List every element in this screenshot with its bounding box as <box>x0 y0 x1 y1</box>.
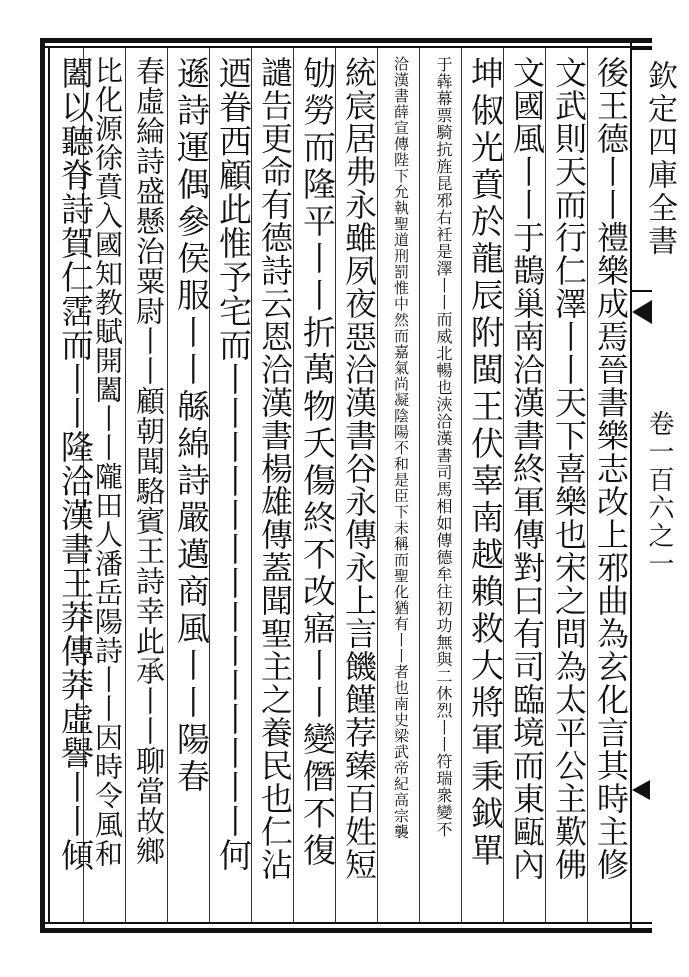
juan-label: 卷一百六之一 <box>644 410 674 578</box>
fishtail-mark <box>632 300 652 324</box>
text-column-3: 文國風丨丨于鵲巢南洽漢書終軍傳對曰有司臨境而東甌內 <box>508 56 546 881</box>
text-column-6: 洽漢書薛宣傳陛下允執聖道刑罰惟中然而嘉氣尚凝陰陽不和是臣下未稱而聖化猶有丨丨者也南史梁武帝紀高宗襲 <box>392 56 410 840</box>
text-column-8: 劬勞而隆平丨丨折萬物夭傷終不改寤丨丨變僭不復 <box>298 56 337 870</box>
text-column-14: 闔以聽脊詩賀仁霑而丨丨隆洽漢書王莽傳莽虛譽丨丨傾 <box>56 56 95 872</box>
text-column-10: 迺眷西顧此惟予宅而丨丨丨丨丨丨丨丨丨丨丨丨丨丨何 <box>214 56 253 872</box>
frame-border-left-inner <box>48 46 50 924</box>
text-column-11: 遜詩運偶參侯服丨丨緜綿詩嚴邁商風丨丨陽春 <box>172 56 211 796</box>
fishtail-mark-lower <box>632 780 650 800</box>
text-column-2: 文武則天而行仁澤丨丨天下喜樂也宋之問為太平公主歎佛 <box>550 56 588 881</box>
frame-border-top-inner <box>40 46 652 48</box>
center-fold-rule <box>632 290 652 292</box>
text-column-9: 譴告更命有德詩云恩洽漢書楊雄傳蓋聞聖主之養民也仁沾 <box>256 56 294 881</box>
text-column-1: 後王德丨丨禮樂成焉晉書樂志改上邪曲為玄化言其時主修 <box>592 56 630 881</box>
center-fold-rule <box>632 48 652 50</box>
frame-border-left <box>40 38 45 933</box>
text-column-13: 比化源徐賁入國知教賦開闔丨丨隴田人潘岳陽詩丨丨因時令風和 <box>91 56 124 868</box>
frame-border-bottom <box>40 928 652 933</box>
frame-border-top <box>40 38 652 43</box>
frame-border-bottom-inner <box>40 922 652 924</box>
book-title: 欽定四庫全書 <box>642 60 677 258</box>
text-column-4: 坤俶光賁於龍辰附閩王伏辜南越賴救大將軍秉鉞單 <box>466 56 505 870</box>
text-column-5: 于犇幕票騎抗旌昆邪右衽是澤丨丨而威北暢也浹洽漢書司馬相如傳德牟往初功無與二休烈丨丨符瑞衆變不 <box>434 56 453 838</box>
text-column-12: 春虛綸詩盛懸治粟尉丨丨顧朝聞駱賓王詩幸此承丨丨聊當故鄉 <box>132 56 166 866</box>
text-column-7: 統宸居弗永雖夙夜惡洽漢書谷永傳永上言饑饉荐臻百姓短 <box>340 56 378 881</box>
